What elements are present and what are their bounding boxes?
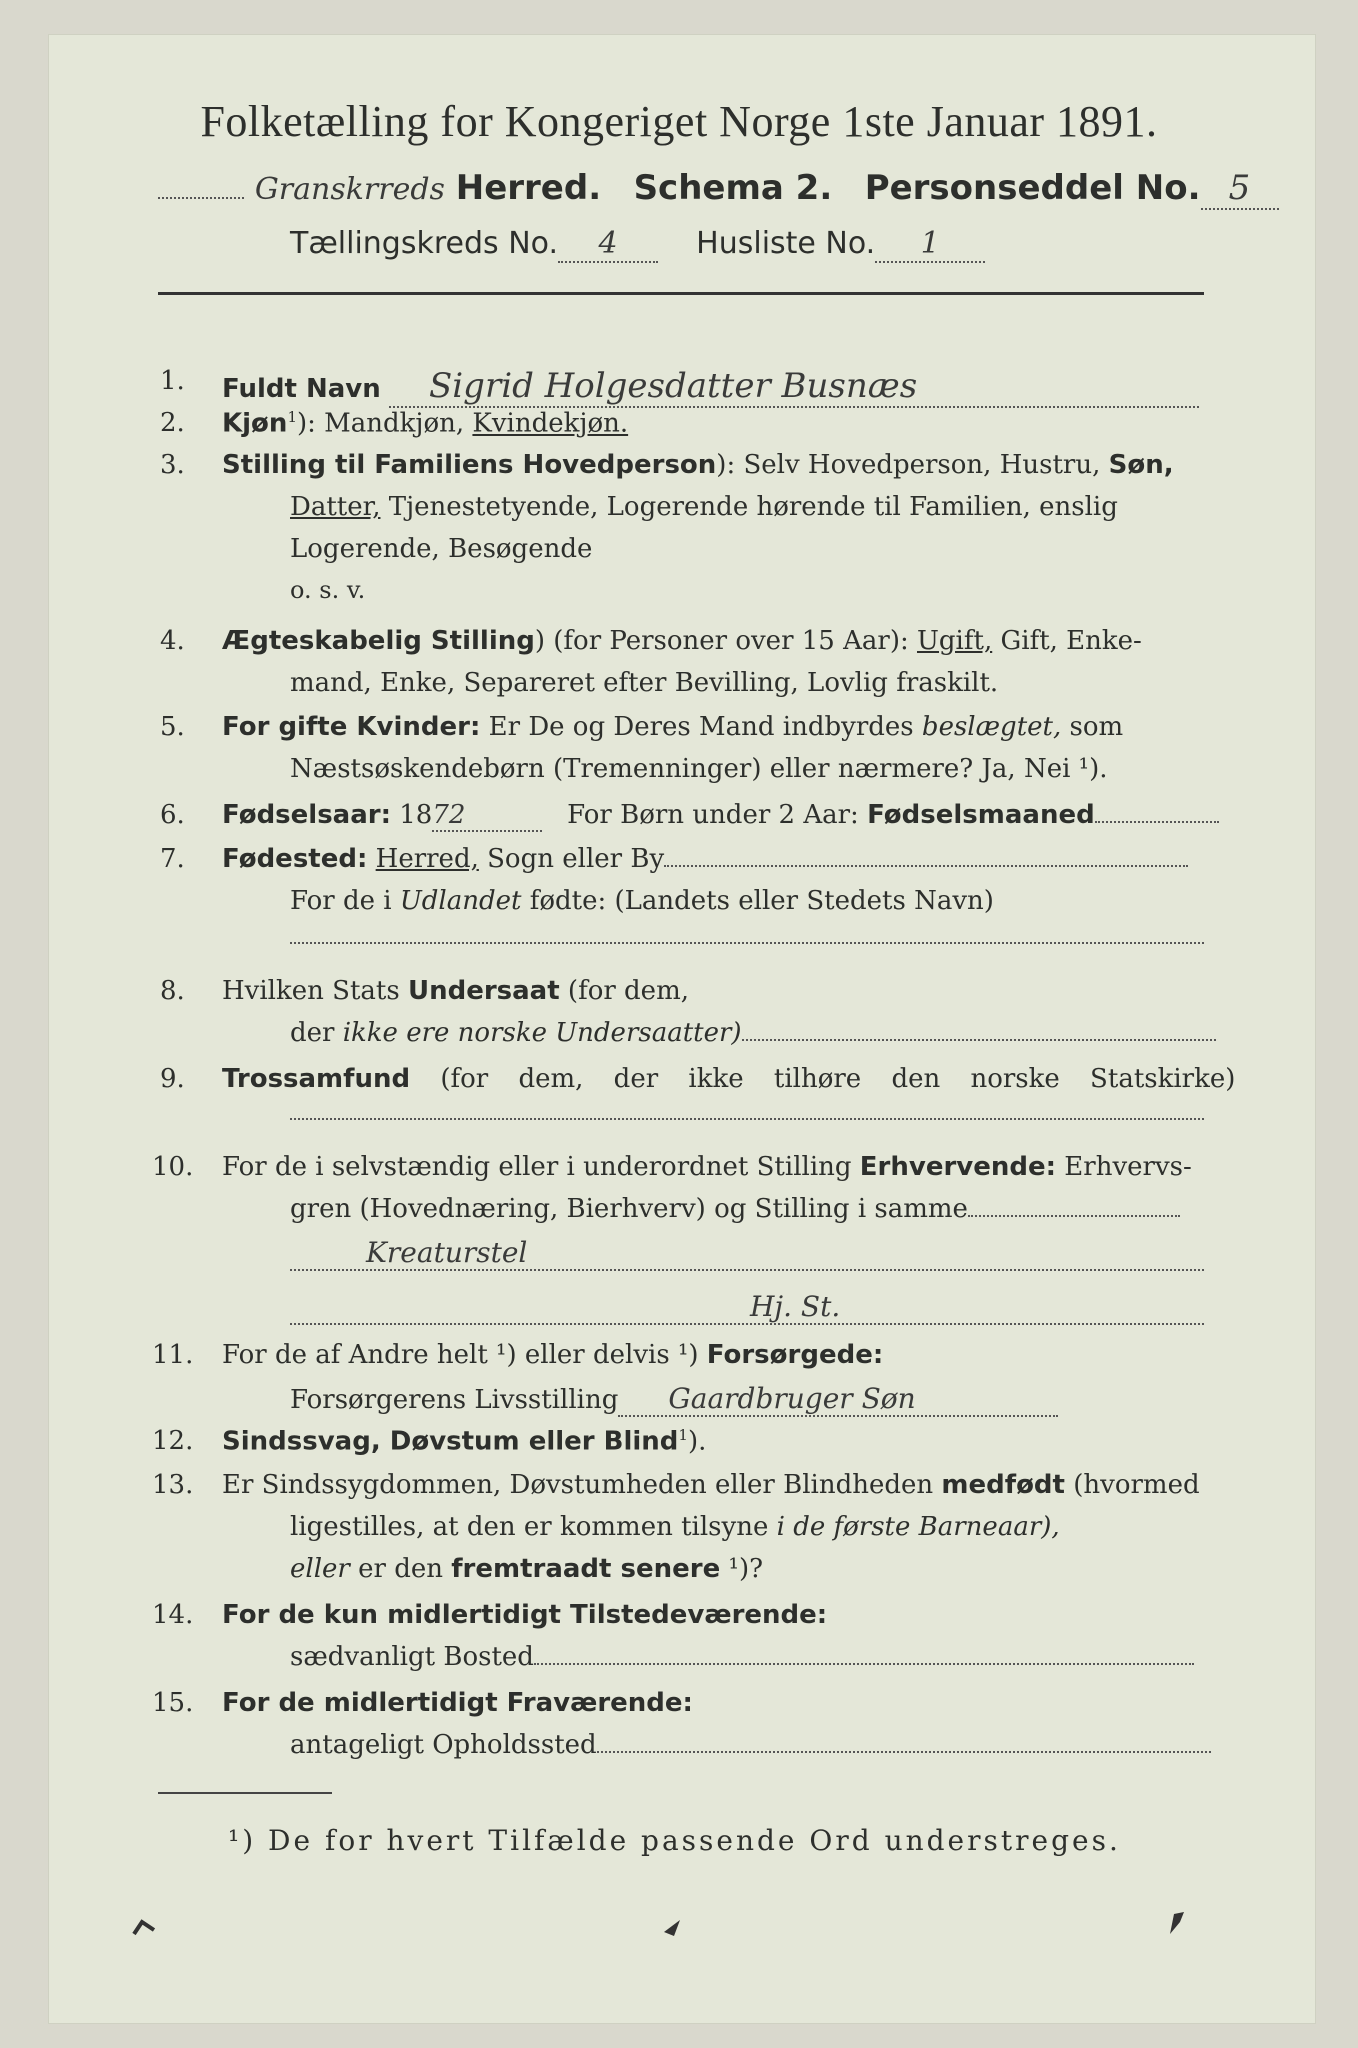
q3-line2-rest: Tjenestetyende, Logerende hørende til Familien, enslig [388,492,1118,522]
q7-line2-b: fødte: (Landets eller Stedets Navn) [529,886,994,916]
q8-line1 [222,976,689,1006]
q15-line2 [290,1730,1211,1760]
personseddel-label: Personseddel No. [864,168,1201,208]
q13-line2-b: i de første Barneaar), [776,1512,1060,1542]
footnote: ¹) De for hvert Tilfælde passende Ord understreges. [228,1824,1121,1857]
q9-num: 9. [160,1064,185,1094]
husliste-value: 1 [920,226,940,261]
q5-beslaegtet: beslægtet, [921,712,1062,742]
q13-num: 13. [152,1470,194,1500]
q6-value: 72 [432,800,466,830]
q12-end: ). [687,1426,707,1457]
q11-line2-text: Forsørgerens Livsstilling [290,1385,619,1415]
q7-answer-line [290,942,1204,944]
q5-num: 5. [160,712,185,742]
q1-label: Fuldt Navn [222,374,381,404]
q3-line4: o. s. v. [290,576,366,604]
q11-line1 [222,1340,883,1370]
q4-line1-end: Gift, Enke- [1000,626,1142,656]
header-taelling-line [290,226,985,263]
q13-line1-a: Er Sindssygdommen, Døvstumheden eller Blindheden [222,1470,934,1500]
q2-label: Kjøn [222,408,288,439]
q13-medfodt: medfødt [941,1470,1065,1500]
q4-line1-rest: ) (for Personer over 15 Aar): [534,626,909,656]
q6-mid: For Børn under 2 Aar: [567,800,859,830]
q12-line1 [222,1426,706,1457]
header-herred-line [158,168,1279,210]
q12-label: Sindssvag, Døvstum eller Blind [222,1426,679,1457]
q1-value: Sigrid Holgesdatter Busnæs [429,366,918,406]
q4-line2: mand, Enke, Separeret efter Bevilling, Lovlig fraskilt. [290,668,999,698]
husliste-label: Husliste No. [696,226,876,261]
herred-value: Granskrreds [254,172,445,207]
q15-num: 15. [152,1688,194,1718]
q8-line1-a: Hvilken Stats [222,976,400,1006]
q13-fremtraadt: fremtraadt senere [451,1554,721,1584]
q13-line3-a: eller [290,1554,350,1584]
q1-num: 1. [160,366,185,396]
q7-herred: Herred, [375,844,479,874]
q2-num: 2. [160,408,185,438]
q6-row [222,800,1219,832]
q10-value2: Hj. St. [750,1290,841,1323]
q3-son: Søn, [1108,450,1174,480]
q7-num: 7. [160,844,185,874]
q3-label: Stilling til Familiens Hovedperson [222,450,717,480]
q5-line1-end: som [1069,712,1124,742]
q12-sup: 1 [678,1426,688,1444]
q11-label: Forsørgede: [706,1340,884,1370]
q15-line2-text: antageligt Opholdssted [290,1730,597,1760]
q14-num: 14. [152,1600,194,1630]
q8-num: 8. [160,976,185,1006]
q10-line2 [290,1194,1180,1224]
q10-num: 10. [152,1152,194,1182]
q11-line2 [290,1382,1058,1417]
q3-num: 3. [160,450,185,480]
q13-line2-a: ligestilles, at den er kommen tilsyne [290,1512,769,1542]
q2-text-a: ): Mandkjøn, [296,408,465,439]
q13-line3 [290,1554,763,1584]
form-title: Folketælling for Kongeriget Norge 1ste Januar 1891. [200,97,1158,146]
q7-udlandet: Udlandet [399,886,522,916]
q8-line1-b: (for dem, [567,976,689,1006]
q7-label: Fødested: [222,844,368,874]
q5-line1-rest: Er De og Deres Mand indbyrdes [488,712,914,742]
q3-line2 [290,492,1118,522]
q2-row [222,408,628,439]
q13-line3-b: er den [358,1554,443,1584]
q10-value1: Kreaturstel [366,1236,528,1269]
q13-line2 [290,1512,1060,1542]
q9-label: Trossamfund [222,1064,411,1094]
q14-line2 [290,1642,1194,1672]
q5-label: For gifte Kvinder: [222,712,481,742]
q4-ugift: Ugift, [917,626,993,656]
q9-line1 [222,1064,1235,1094]
q10-label: Erhvervende: [859,1152,1057,1182]
q13-line3-c: ¹)? [728,1554,764,1584]
q11-value: Gaardbruger Søn [668,1382,916,1415]
q4-num: 4. [160,626,185,656]
q3-line1-rest: ): Selv Hovedperson, Hustru, [716,450,1101,480]
q9-answer-line [290,1118,1204,1120]
q15-line1 [222,1688,693,1718]
q10-line1 [222,1152,1192,1182]
q7-rest: Sogn eller By [487,844,665,874]
q10-line4 [290,1290,1204,1325]
personseddel-value: 5 [1228,168,1251,208]
q2-sup: 1 [287,408,297,426]
q7-line2-a: For de i [290,886,392,916]
q4-line1 [222,626,1142,656]
q2-kvindekjon: Kvindekjøn. [472,408,629,439]
header-rule [158,292,1204,295]
q7-line1 [222,844,1188,874]
q11-num: 11. [152,1340,194,1370]
q13-line1-b: (hvormed [1073,1470,1200,1500]
corner-mark-right-icon [1162,1908,1188,1938]
q4-label: Ægteskabelig Stilling [222,626,535,656]
q8-line2 [290,1018,1216,1048]
q7-line2 [290,886,994,916]
q14-line1-text: For de kun midlertidigt Tilstedeværende: [222,1600,828,1630]
q15-line1-text: For de midlertidigt Fraværende: [222,1688,693,1718]
q5-line1 [222,712,1123,742]
q8-line2-a: der [290,1018,335,1048]
q6-label2: Fødselsmaaned [867,800,1095,830]
q3-line3: Logerende, Besøgende [290,534,593,564]
q13-line1 [222,1470,1200,1500]
taellingskreds-label: Tællingskreds No. [290,226,558,261]
taellingskreds-value: 4 [598,226,618,261]
q3-datter: Datter, [290,492,381,522]
corner-mark-center-icon [660,1916,686,1938]
q8-line2-b: ikke ere norske Undersaatter) [342,1018,742,1048]
corner-mark-left-icon [132,1916,158,1938]
q10-line3 [290,1236,1204,1271]
q10-line1-b: Erhvervs- [1064,1152,1192,1182]
q10-line2-text: gren (Hovednæring, Bierhverv) og Stilling i samme [290,1194,968,1224]
q14-line1 [222,1600,827,1630]
q5-line2: Næstsøskendebørn (Tremenninger) eller nærmere? Ja, Nei ¹). [290,754,1108,784]
schema-label: Schema 2. [633,168,833,208]
q14-line2-text: sædvanligt Bosted [290,1642,534,1672]
herred-label: Herred. [455,168,602,208]
q1-row [222,366,1199,408]
q6-label: Fødselsaar: [222,800,391,830]
q6-prefix: 18 [399,800,433,830]
q11-line1-text: For de af Andre helt ¹) eller delvis ¹) [222,1340,699,1370]
q12-num: 12. [152,1426,194,1456]
footnote-rule [158,1792,332,1794]
q9-rest: (for dem, der ikke tilhøre den norske Statskirke) [440,1064,1236,1094]
q6-num: 6. [160,800,185,830]
q3-line1 [222,450,1174,480]
q8-label: Undersaat [407,976,560,1006]
q10-line1-a: For de i selvstændig eller i underordnet Stilling [222,1152,852,1182]
